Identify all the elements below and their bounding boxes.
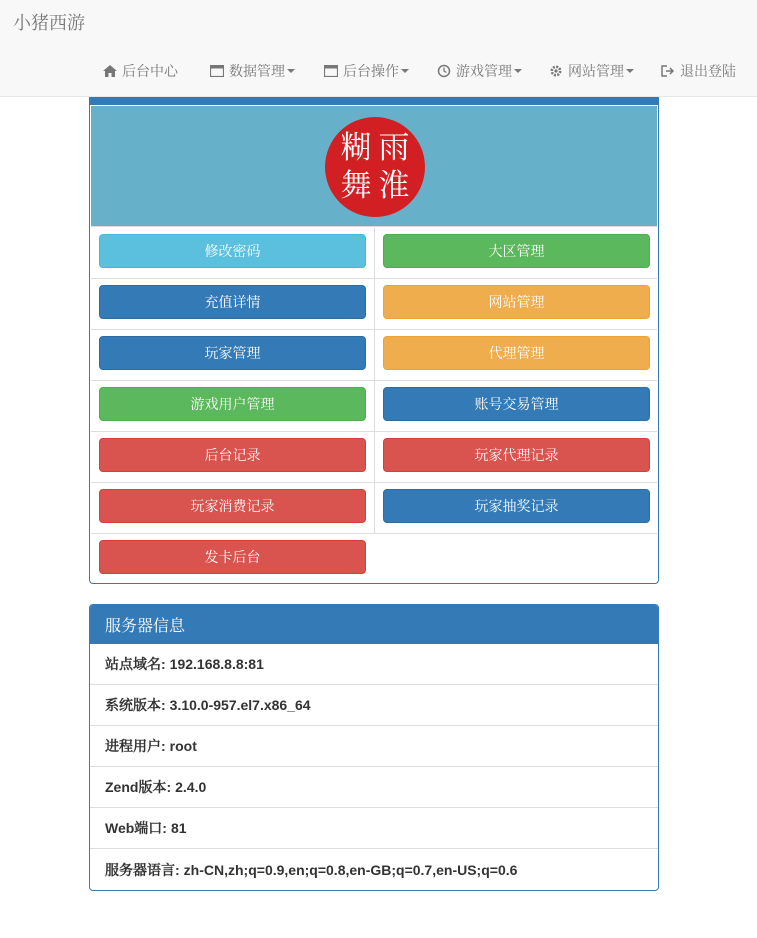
caret-down-icon: [626, 69, 634, 73]
account-trade-management-button[interactable]: 账号交易管理: [383, 387, 650, 421]
row-divider: [374, 279, 375, 329]
nav-item-admin-operations[interactable]: [323, 60, 409, 82]
table-icon: [209, 64, 225, 78]
info-row-process-user: [90, 726, 658, 767]
nav-item-game-management[interactable]: [436, 60, 522, 82]
player-management-button[interactable]: 玩家管理: [99, 336, 366, 370]
nav-label: 游戏管理: [456, 63, 512, 79]
info-value: 3.10.0-957.el7.x86_64: [169, 697, 311, 713]
nav-item-site-management[interactable]: [548, 60, 634, 82]
button-row: [91, 483, 657, 534]
nav-label: 网站管理: [568, 63, 624, 79]
info-label: Zend版本:: [105, 779, 172, 795]
nav-item-data-management[interactable]: [209, 60, 295, 82]
info-row-web-port: [90, 808, 658, 849]
nav-item-dashboard[interactable]: [102, 60, 178, 82]
info-row-domain: [90, 644, 658, 685]
info-value: root: [169, 738, 197, 754]
button-row: [91, 228, 657, 279]
nav-label: 退出登陆: [680, 63, 736, 79]
info-value: zh-CN,zh;q=0.9,en;q=0.8,en-GB;q=0.7,en-US;q=0.6: [183, 861, 518, 878]
seal-characters: [337, 129, 413, 205]
game-user-management-button[interactable]: 游戏用户管理: [99, 387, 366, 421]
top-navbar: [0, 0, 757, 97]
nav-label: 后台操作: [343, 63, 399, 79]
player-agent-log-button[interactable]: 玩家代理记录: [383, 438, 650, 472]
nav-item-logout[interactable]: [660, 60, 736, 82]
caret-down-icon: [401, 69, 409, 73]
main-nav: [0, 60, 757, 82]
info-value: 192.168.8.8:81: [169, 656, 264, 672]
nav-label: 数据管理: [229, 63, 285, 79]
info-row-server-language: [90, 849, 658, 890]
agent-management-button[interactable]: 代理管理: [383, 336, 650, 370]
info-value: 81: [170, 820, 187, 836]
info-row-os-version: [90, 685, 658, 726]
player-lottery-log-button[interactable]: 玩家抽奖记录: [383, 489, 650, 523]
window-icon: [323, 64, 339, 78]
row-divider: [374, 381, 375, 431]
card-issuing-admin-button[interactable]: 发卡后台: [99, 540, 366, 574]
caret-down-icon: [287, 69, 295, 73]
row-divider: [374, 432, 375, 482]
brand-title[interactable]: 小猪西游: [13, 13, 85, 33]
row-divider: [374, 483, 375, 533]
info-label: 站点域名:: [105, 656, 166, 672]
change-password-button[interactable]: 修改密码: [99, 234, 366, 268]
website-management-button[interactable]: 网站管理: [383, 285, 650, 319]
seal-char: 糊: [340, 130, 372, 166]
button-row: [91, 330, 657, 381]
seal-char: 淮: [378, 168, 410, 204]
clock-icon: [436, 64, 452, 78]
panel-strip: [90, 97, 658, 105]
admin-log-button[interactable]: 后台记录: [99, 438, 366, 472]
seal-logo: [325, 117, 425, 217]
caret-down-icon: [514, 69, 522, 73]
home-icon: [102, 64, 118, 78]
server-info-panel: [89, 604, 659, 891]
recharge-details-button[interactable]: 充值详情: [99, 285, 366, 319]
info-row-zend-version: [90, 767, 658, 808]
row-divider: [374, 228, 375, 278]
dashboard-panel: [89, 97, 659, 584]
region-management-button[interactable]: 大区管理: [383, 234, 650, 268]
button-row: [91, 381, 657, 432]
gear-icon: [548, 64, 564, 78]
button-row: [91, 432, 657, 483]
player-spending-log-button[interactable]: 玩家消费记录: [99, 489, 366, 523]
button-row: [91, 534, 657, 585]
info-label: 系统版本:: [105, 697, 166, 713]
server-info-title: 服务器信息: [90, 605, 658, 644]
nav-label: 后台中心: [122, 63, 178, 79]
info-label: 进程用户:: [105, 738, 166, 754]
button-row: [91, 279, 657, 330]
logout-icon: [660, 64, 676, 78]
row-divider: [374, 330, 375, 380]
seal-char: 舞: [340, 168, 372, 204]
logo-banner: [91, 106, 657, 227]
seal-char: 雨: [378, 130, 410, 166]
info-label: Web端口:: [105, 820, 167, 836]
info-value: 2.4.0: [175, 779, 207, 795]
info-label: 服务器语言:: [105, 861, 180, 878]
